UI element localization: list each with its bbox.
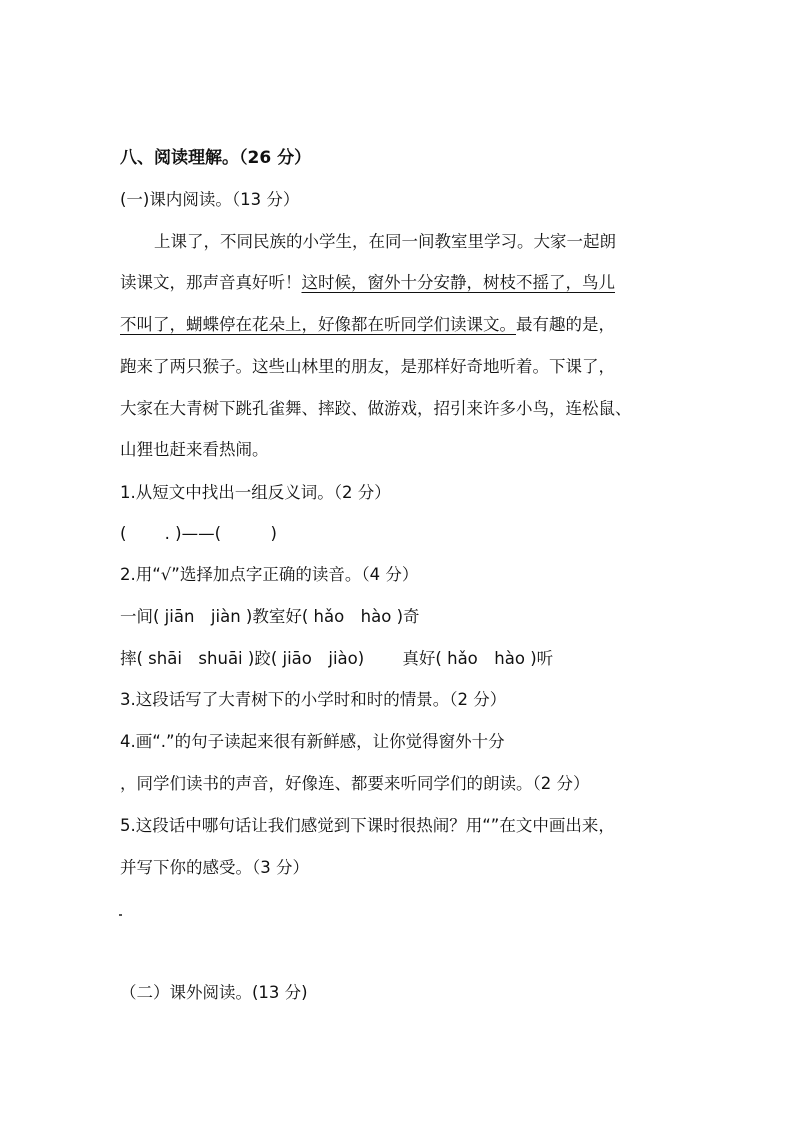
- question-4-line-1: 4.画“.”的句子读起来很有新鲜感，让你觉得窗外十分: [120, 732, 505, 751]
- question-2: 2.用“√”选择加点字正确的读音。（4 分）: [120, 565, 419, 584]
- section-title: 八、阅读理解。（26 分）: [120, 148, 312, 168]
- stray-mark: [119, 914, 122, 916]
- question-1: 1.从短文中找出一组反义词。（2 分）: [120, 483, 391, 502]
- question-1-answer-blanks: ( . )——( ): [120, 524, 277, 543]
- passage-line-1: 上课了，不同民族的小学生，在同一间教室里学习。大家一起朗: [154, 232, 616, 251]
- passage-line-6: 山狸也赶来看热闹。: [120, 440, 269, 459]
- passage-line-4: 跑来了两只猴子。这些山林里的朋友，是那样好奇地听着。下课了，: [120, 357, 615, 376]
- part1-title: (一)课内阅读。（13 分）: [120, 190, 300, 209]
- question-2-pinyin-line-2: 摔( shāi shuāi )跤( jiāo jiào) 真好( hǎo hào )听: [120, 649, 554, 668]
- question-2-pinyin-line-1: 一间( jiān jiàn )教室好( hǎo hào )奇: [120, 607, 420, 626]
- passage-line-5: 大家在大青树下跳孔雀舞、摔跤、做游戏，招引来许多小鸟，连松鼠、: [120, 399, 632, 418]
- question-5-line-2: 并写下你的感受。（3 分）: [120, 858, 309, 877]
- part2-title: （二）课外阅读。(13 分): [120, 983, 308, 1002]
- question-4-line-2: ，同学们读书的声音，好像连、都要来听同学们的朗读。（2 分）: [120, 774, 590, 793]
- underlined-sentence-part-2: 不叫了，蝴蝶停在花朵上，好像都在听同学们读课文。: [120, 315, 516, 334]
- passage-line-2-text: 读课文，那声音真好听！: [120, 273, 302, 292]
- question-5-line-1: 5.这段话中哪句话让我们感觉到下课时很热闹？用“”在文中画出来，: [120, 816, 615, 835]
- passage-line-3-text: 最有趣的是，: [516, 315, 615, 334]
- passage-line-2: [120, 272, 615, 294]
- passage-line-3: [120, 314, 615, 336]
- underlined-sentence-part-1: 这时候，窗外十分安静，树枝不摇了，鸟儿: [301, 273, 615, 292]
- question-3: 3.这段话写了大青树下的小学时和时的情景。（2 分）: [120, 690, 507, 709]
